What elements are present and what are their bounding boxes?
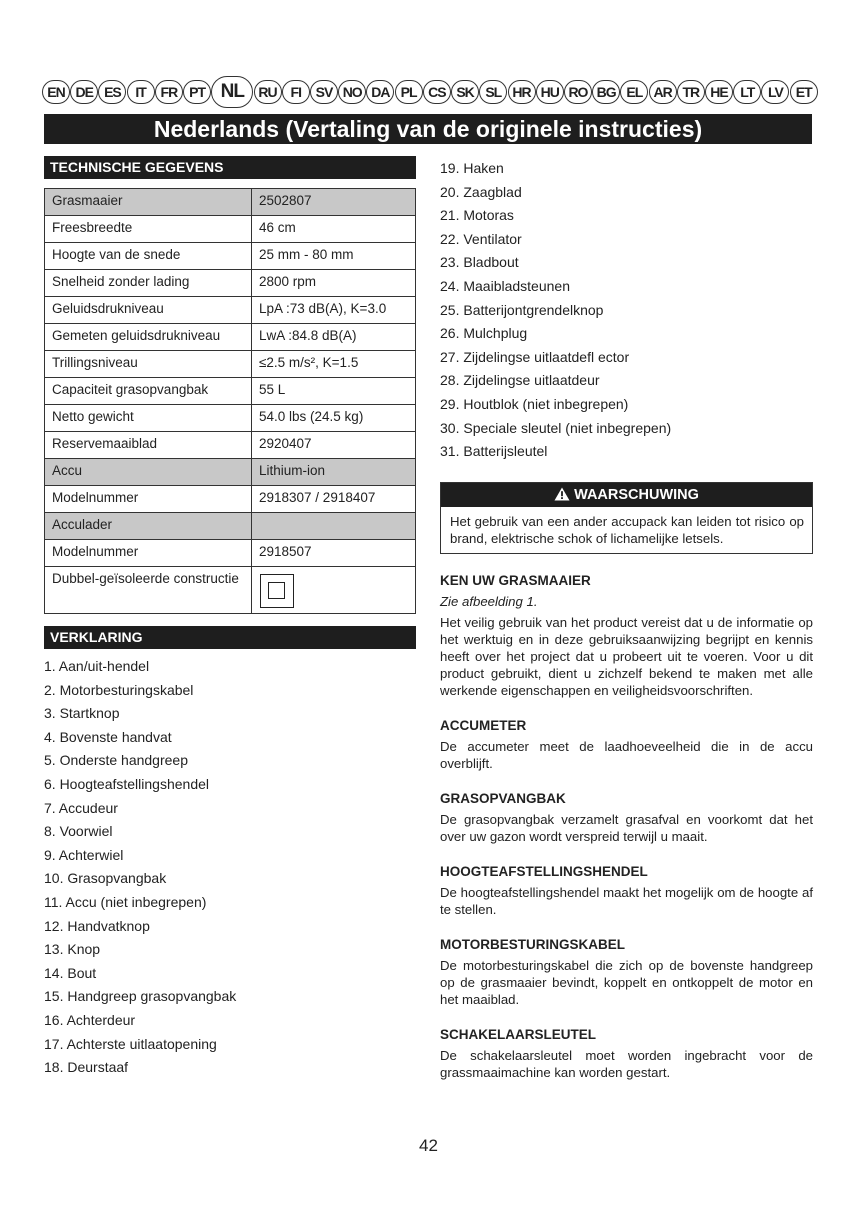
spec-row	[45, 270, 416, 297]
legend-item: 24. Maaibladsteunen	[440, 277, 570, 294]
legend-item: 31. Batterijsleutel	[440, 443, 548, 460]
legend-item: 4. Bovenste handvat	[44, 728, 172, 745]
page-number: 42	[419, 1136, 438, 1155]
spec-label: Accu	[45, 459, 252, 486]
language-tab-pt: PT	[183, 80, 211, 104]
legend-item: 5. Onderste handgreep	[44, 752, 188, 769]
legend-item: 20. Zaagblad	[440, 183, 522, 200]
language-tab-it: IT	[127, 80, 155, 104]
section-block	[440, 717, 813, 772]
spec-row	[45, 351, 416, 378]
spec-label: Gemeten geluidsdrukniveau	[45, 324, 252, 351]
language-tab-bg: BG	[592, 80, 620, 104]
legend-item: 29. Houtblok (niet inbegrepen)	[440, 395, 629, 412]
right-column	[440, 156, 813, 1081]
language-tab-hu: HU	[536, 80, 564, 104]
spec-label: Dubbel-geïsoleerde constructie	[45, 567, 252, 614]
section-heading: GRASOPVANGBAK	[440, 790, 566, 806]
language-tab-hr: HR	[508, 80, 536, 104]
warning-heading: WAARSCHUWING	[574, 486, 699, 503]
legend-item: 26. Mulchplug	[440, 325, 528, 342]
legend-item: 2. Motorbesturingskabel	[44, 681, 194, 698]
legend-item: 22. Ventilator	[440, 230, 522, 247]
language-tab-ru: RU	[254, 80, 282, 104]
spec-label: Hoogte van de snede	[45, 243, 252, 270]
spec-label: Geluidsdrukniveau	[45, 297, 252, 324]
legend-item: 1. Aan/uit-hendel	[44, 658, 150, 674]
spec-label: Acculader	[45, 513, 252, 540]
legend-item: 7. Accudeur	[44, 799, 118, 816]
legend-item: 17. Achterste uitlaatopening	[44, 1035, 217, 1052]
legend-item: 18. Deurstaaf	[44, 1059, 129, 1076]
double-insulation-icon	[260, 574, 294, 608]
section-text: De grasopvangbak verzamelt grasafval en voorkomt dat het over uw gazon wordt verspreid terwijl u maait.	[440, 811, 813, 844]
spec-row	[45, 216, 416, 243]
legend-heading: VERKLARING	[44, 626, 416, 649]
spec-row	[45, 189, 416, 216]
language-tab-lt: LT	[733, 80, 761, 104]
section-text: De hoogteafstellingshendel maakt het mogelijk om de hoogte af te stellen.	[440, 884, 813, 917]
legend-item: 10. Grasopvangbak	[44, 870, 167, 887]
language-tab-es: ES	[98, 80, 126, 104]
spec-value: 54.0 lbs (24.5 kg)	[252, 405, 416, 432]
spec-value: ≤2.5 m/s², K=1.5	[252, 351, 416, 378]
spec-label: Grasmaaier	[45, 189, 252, 216]
section-text: De accumeter meet de laadhoeveelheid die in de accu overblijft.	[440, 738, 813, 771]
legend-item: 9. Achterwiel	[44, 846, 124, 863]
spec-row	[45, 378, 416, 405]
spec-value: 2918307 / 2918407	[252, 486, 416, 513]
spec-label: Modelnummer	[45, 540, 252, 567]
spec-value	[252, 513, 416, 540]
legend-item: 6. Hoogteafstellingshendel	[44, 775, 210, 792]
spec-row	[45, 432, 416, 459]
legend-item: 14. Bout	[44, 964, 97, 981]
tech-specs-table	[44, 188, 416, 614]
spec-row	[45, 486, 416, 513]
language-tab-el: EL	[620, 80, 648, 104]
section-heading: KEN UW GRASMAAIER	[440, 572, 591, 588]
language-bar	[42, 78, 818, 106]
legend-item: 30. Speciale sleutel (niet inbegrepen)	[440, 419, 672, 436]
spec-value: 25 mm - 80 mm	[252, 243, 416, 270]
language-tab-sv: SV	[310, 80, 338, 104]
language-tab-sl: SL	[479, 80, 507, 104]
language-tab-nl: NL	[211, 76, 253, 108]
section-block	[440, 863, 813, 918]
section-heading: HOOGTEAFSTELLINGSHENDEL	[440, 863, 648, 879]
language-tab-cs: CS	[423, 80, 451, 104]
spec-label: Snelheid zonder lading	[45, 270, 252, 297]
legend-item: 28. Zijdelingse uitlaatdeur	[440, 372, 600, 389]
spec-label: Netto gewicht	[45, 405, 252, 432]
legend-list-left	[44, 655, 416, 1080]
language-tab-en: EN	[42, 80, 70, 104]
spec-row	[45, 540, 416, 567]
feature-sections	[440, 572, 813, 1081]
spec-value	[252, 567, 416, 614]
warning-triangle-icon	[554, 487, 570, 501]
spec-value: 2502807	[252, 189, 416, 216]
spec-row	[45, 567, 416, 614]
legend-item: 11. Accu (niet inbegrepen)	[44, 893, 207, 910]
language-tab-no: NO	[338, 80, 366, 104]
spec-value: 46 cm	[252, 216, 416, 243]
legend-item: 3. Startknop	[44, 705, 120, 722]
section-text: De motorbesturingskabel die zich op de bovenste handgreep op de grasmaaier bevindt, koppelt en ontkoppelt de motor en het maaiblad.	[440, 957, 813, 1007]
warning-text: Het gebruik van een ander accupack kan leiden tot risico op brand, elektrische schok of lichamelijke letsels.	[450, 513, 804, 546]
language-tab-ro: RO	[564, 80, 592, 104]
language-tab-fr: FR	[155, 80, 183, 104]
legend-list-right	[440, 157, 813, 464]
section-heading: MOTORBESTURINGSKABEL	[440, 936, 626, 952]
language-tab-de: DE	[70, 80, 98, 104]
spec-label: Freesbreedte	[45, 216, 252, 243]
legend-item: 25. Batterijontgrendelknop	[440, 301, 604, 318]
spec-row	[45, 405, 416, 432]
section-heading: ACCUMETER	[440, 717, 527, 733]
language-tab-da: DA	[366, 80, 394, 104]
spec-value: LpA :73 dB(A), K=3.0	[252, 297, 416, 324]
spec-row	[45, 297, 416, 324]
language-tab-ar: AR	[649, 80, 677, 104]
legend-item: 15. Handgreep grasopvangbak	[44, 988, 237, 1005]
spec-value: 55 L	[252, 378, 416, 405]
spec-label: Trillingsniveau	[45, 351, 252, 378]
spec-row	[45, 243, 416, 270]
language-tab-tr: TR	[677, 80, 705, 104]
section-block	[440, 1026, 813, 1081]
page-title: Nederlands (Vertaling van de originele instructies)	[44, 114, 812, 144]
section-text: De schakelaarsleutel moet worden ingebracht voor de grassmaaimachine kan worden gestart.	[440, 1047, 813, 1080]
language-tab-et: ET	[790, 80, 818, 104]
left-column	[44, 156, 416, 1080]
legend-item: 8. Voorwiel	[44, 823, 113, 840]
spec-value: 2918507	[252, 540, 416, 567]
spec-value: LwA :84.8 dB(A)	[252, 324, 416, 351]
language-tab-fi: FI	[282, 80, 310, 104]
legend-item: 23. Bladbout	[440, 254, 519, 271]
section-text: Het veilig gebruik van het product vereist dat u de informatie op het werktuig en in deze gebruiksaanwijzing begrijpt en kennis heeft over het project dat u probeert uit te voeren. Voor u dit product gebruikt, dient u zichzelf bekend te maken met alle werkende eigenschappen en veiligheidsvoorschriften.	[440, 614, 813, 698]
language-tab-pl: PL	[395, 80, 423, 104]
section-block	[440, 936, 813, 1008]
spec-label: Modelnummer	[45, 486, 252, 513]
section-heading: SCHAKELAARSLEUTEL	[440, 1026, 597, 1042]
legend-item: 19. Haken	[440, 160, 504, 176]
spec-row	[45, 324, 416, 351]
spec-value: 2920407	[252, 432, 416, 459]
section-note: Zie afbeelding 1.	[440, 593, 538, 609]
legend-item: 13. Knop	[44, 941, 101, 958]
legend-item: 27. Zijdelingse uitlaatdefl ector	[440, 348, 630, 365]
spec-label: Reservemaaiblad	[45, 432, 252, 459]
spec-value: 2800 rpm	[252, 270, 416, 297]
spec-label: Capaciteit grasopvangbak	[45, 378, 252, 405]
language-tab-lv: LV	[761, 80, 789, 104]
legend-item: 16. Achterdeur	[44, 1011, 136, 1028]
spec-row	[45, 459, 416, 486]
spec-value: Lithium-ion	[252, 459, 416, 486]
spec-row	[45, 513, 416, 540]
legend-item: 21. Motoras	[440, 207, 514, 224]
legend-item: 12. Handvatknop	[44, 917, 150, 934]
section-block	[440, 572, 813, 699]
tech-heading: TECHNISCHE GEGEVENS	[44, 156, 416, 179]
warning-header	[441, 483, 812, 507]
warning-box	[440, 482, 813, 554]
section-block	[440, 790, 813, 845]
language-tab-sk: SK	[451, 80, 479, 104]
language-tab-he: HE	[705, 80, 733, 104]
